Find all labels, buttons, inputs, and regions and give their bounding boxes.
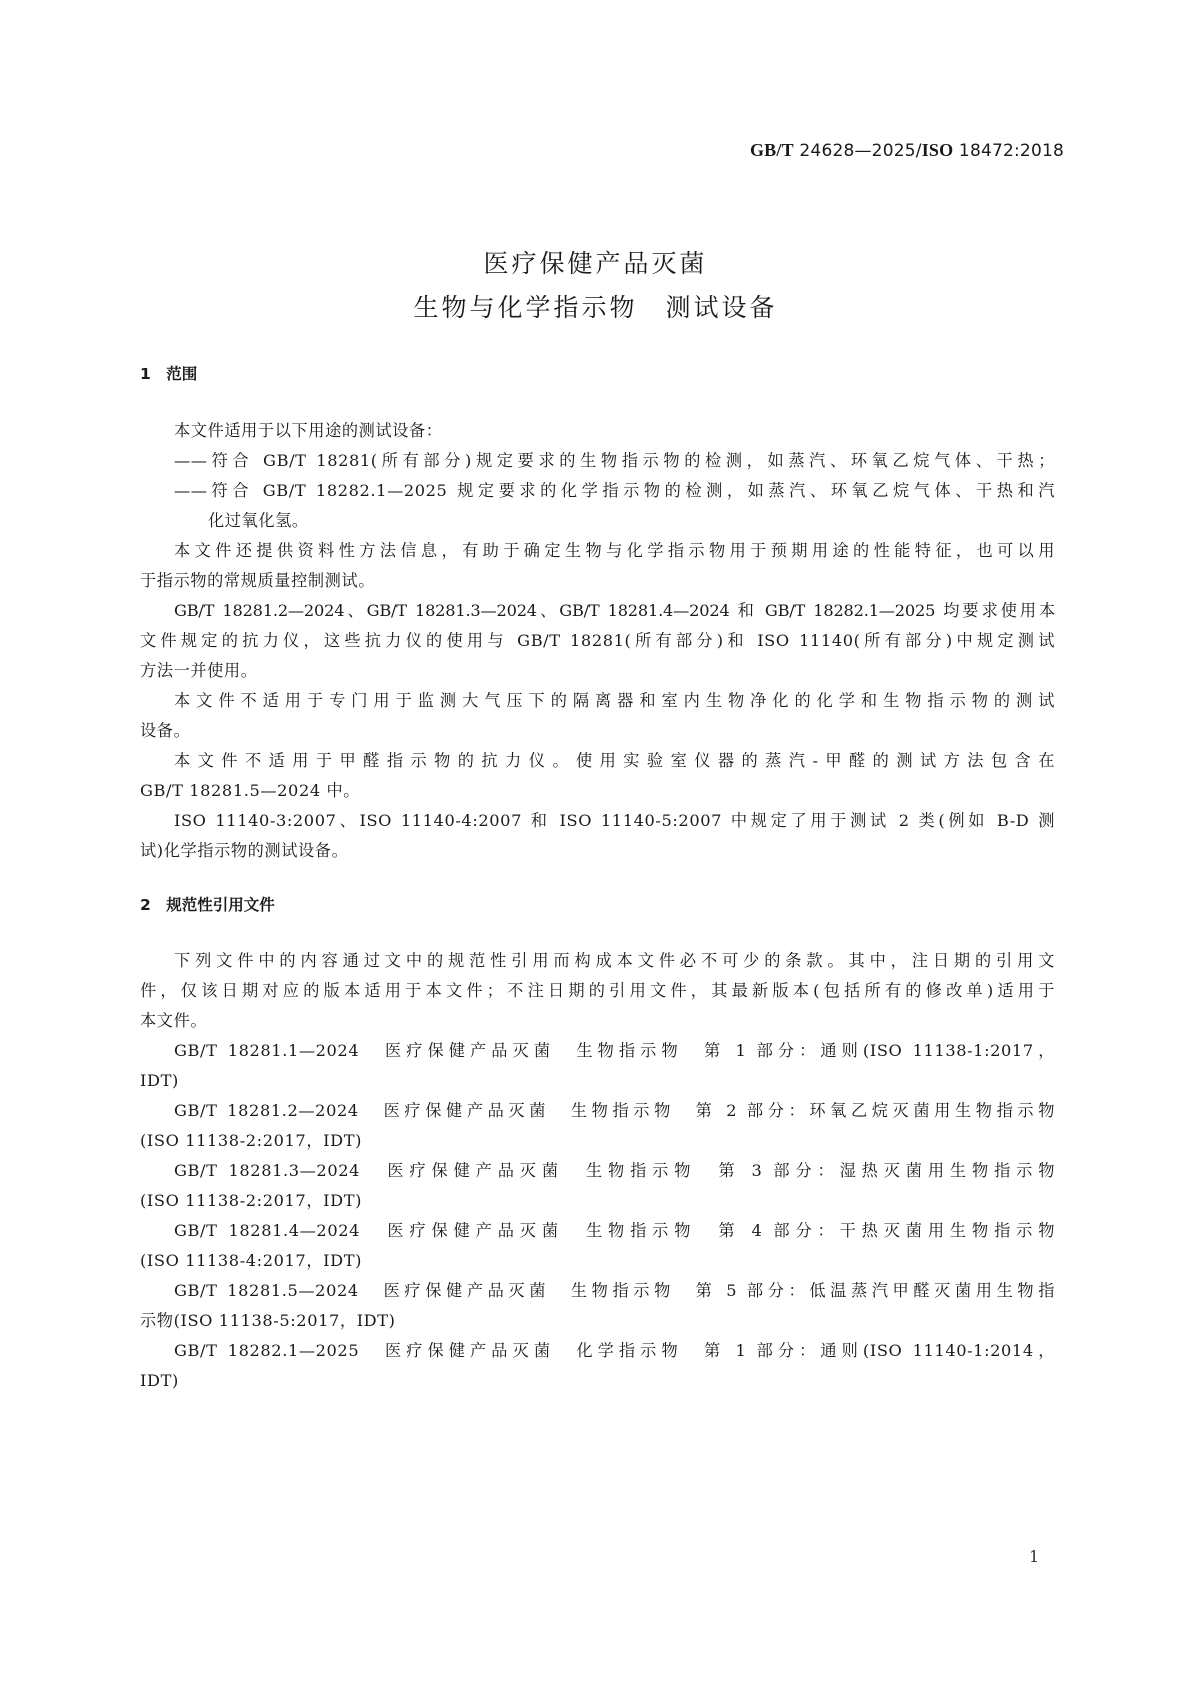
- paragraph-line: 本文件。: [140, 1011, 208, 1030]
- document-title-line-2: 生物与化学指示物 测试设备: [413, 293, 778, 322]
- reference-entry-continuation: (ISO 11138-2:2017，IDT): [140, 1191, 363, 1210]
- paragraph-line: 本文件还提供资料性方法信息，有助于确定生物与化学指示物用于预期用途的性能特征，也可以用: [174, 541, 1055, 560]
- reference-entry-continuation: IDT): [140, 1071, 179, 1090]
- paragraph-line: 下列文件中的内容通过文中的规范性引用而构成本文件必不可少的条款。其中，注日期的引用文: [174, 951, 1055, 970]
- list-item-dash: ——符合 GB/T 18282.1—2025 规定要求的化学指示物的检测，如蒸汽、环氧乙烷气体、干热和汽: [174, 481, 1055, 500]
- paragraph-line: 本文件不适用于专门用于监测大气压下的隔离器和室内生物净化的化学和生物指示物的测试: [174, 691, 1055, 710]
- gb-number: 24628—2025/: [799, 141, 922, 161]
- section-heading-scope: 1 范围: [140, 365, 198, 383]
- paragraph-line: 件，仅该日期对应的版本适用于本文件；不注日期的引用文件，其最新版本(包括所有的修改单)适用于: [140, 981, 1055, 1000]
- paragraph-line: 设备。: [140, 721, 191, 740]
- paragraph-line: GB/T 18281.5—2024 中。: [140, 781, 361, 800]
- gb-prefix: GB/T: [749, 140, 794, 160]
- list-item-continuation: 化过氧化氢。: [208, 511, 309, 530]
- paragraph-line: 文件规定的抗力仪，这些抗力仪的使用与 GB/T 18281(所有部分)和 ISO 11140(所有部分)中规定测试: [140, 631, 1055, 650]
- paragraph-line: 方法一并使用。: [140, 661, 258, 680]
- reference-entry-continuation: (ISO 11138-4:2017，IDT): [140, 1251, 363, 1270]
- document-title-line-1: 医疗保健产品灭菌: [483, 249, 708, 278]
- reference-entry: GB/T 18282.1—2025 医疗保健产品灭菌 化学指示物 第 1 部分：通则(ISO 11140-1:2014，: [174, 1341, 1055, 1360]
- page-number: 1: [1029, 1547, 1040, 1566]
- section-heading-normative-references: 2 规范性引用文件: [140, 896, 275, 914]
- paragraph-line: 本文件适用于以下用途的测试设备：: [174, 421, 443, 440]
- standard-number: [750, 140, 1064, 161]
- paragraph-line: GB/T 18281.2—2024、GB/T 18281.3—2024、GB/T 18281.4—2024 和 GB/T 18282.1—2025 均要求使用本: [174, 601, 1055, 620]
- reference-entry: GB/T 18281.5—2024 医疗保健产品灭菌 生物指示物 第 5 部分：低温蒸汽甲醛灭菌用生物指: [174, 1281, 1055, 1300]
- reference-entry: GB/T 18281.3—2024 医疗保健产品灭菌 生物指示物 第 3 部分：湿热灭菌用生物指示物: [174, 1161, 1055, 1180]
- reference-entry: GB/T 18281.1—2024 医疗保健产品灭菌 生物指示物 第 1 部分：通则(ISO 11138-1:2017，: [174, 1041, 1055, 1060]
- paragraph-line: ISO 11140-3:2007、ISO 11140-4:2007 和 ISO 11140-5:2007 中规定了用于测试 2 类(例如 B-D 测: [174, 811, 1055, 830]
- iso-prefix: ISO: [921, 140, 954, 160]
- reference-entry-continuation: (ISO 11138-2:2017，IDT): [140, 1131, 363, 1150]
- paragraph-line: 本文件不适用于甲醛指示物的抗力仪。使用实验室仪器的蒸汽-甲醛的测试方法包含在: [174, 751, 1055, 770]
- reference-entry-continuation: IDT): [140, 1371, 179, 1390]
- iso-number: 18472:2018: [958, 141, 1064, 161]
- reference-entry: GB/T 18281.4—2024 医疗保健产品灭菌 生物指示物 第 4 部分：干热灭菌用生物指示物: [174, 1221, 1055, 1240]
- reference-entry-continuation: 示物(ISO 11138-5:2017，IDT): [140, 1311, 396, 1330]
- list-item-dash: ——符合 GB/T 18281(所有部分)规定要求的生物指示物的检测，如蒸汽、环氧乙烷气体、干热；: [174, 451, 1055, 470]
- paragraph-line: 于指示物的常规质量控制测试。: [140, 571, 376, 590]
- reference-entry: GB/T 18281.2—2024 医疗保健产品灭菌 生物指示物 第 2 部分：环氧乙烷灭菌用生物指示物: [174, 1101, 1055, 1120]
- paragraph-line: 试)化学指示物的测试设备。: [140, 841, 349, 860]
